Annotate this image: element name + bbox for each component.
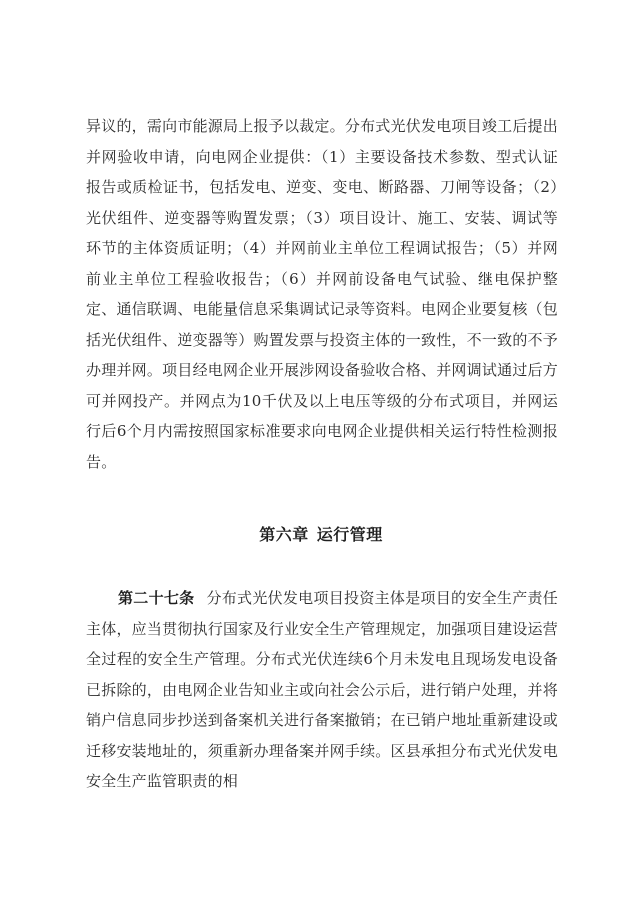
article-label: 第二十七条 xyxy=(118,589,195,607)
chapter-heading xyxy=(0,522,642,545)
article-paragraph xyxy=(86,583,558,797)
article-text: 分布式光伏发电项目投资主体是项目的安全生产责任主体，应当贯彻执行国家及行业安全生产管理规定，加强项目建设运营全过程的安全生产管理。分布式光伏连续6个月未发电且现场发电设备已拆除的，由电网企业告知业主或向社会公示后，进行销户处理，并将销户信息同步抄送到备案机关进行备案撤销；在已销户地址重新建设或迁移安装地址的，须重新办理备案并网手续。区县承担分布式光伏发电安全生产监管职责的相 xyxy=(86,589,558,790)
chapter-number: 第六章 xyxy=(259,525,309,544)
chapter-title: 运行管理 xyxy=(316,525,383,544)
body-paragraph-continued: 异议的，需向市能源局上报予以裁定。分布式光伏发电项目竣工后提出并网验收申请，向电网企业提供：（1）主要设备技术参数、型式认证报告或质检证书，包括发电、逆变、变电、断路器、刀闸等设备；（2）光伏组件、逆变器等购置发票；（3）项目设计、施工、安装、调试等环节的主体资质证明；（4）并网前业主单位工程调试报告；（5）并网前业主单位工程验收报告；（6）并网前设备电气试验、继电保护整定、通信联调、电能量信息采集调试记录等资料。电网企业要复核（包括光伏组件、逆变器等）购置发票与投资主体的一致性，不一致的不予办理并网。项目经电网企业开展涉网设备验收合格、并网调试通过后方可并网投产。并网点为10千伏及以上电压等级的分布式项目，并网运行后6个月内需按照国家标准要求向电网企业提供相关运行特性检测报告。 xyxy=(86,117,558,471)
